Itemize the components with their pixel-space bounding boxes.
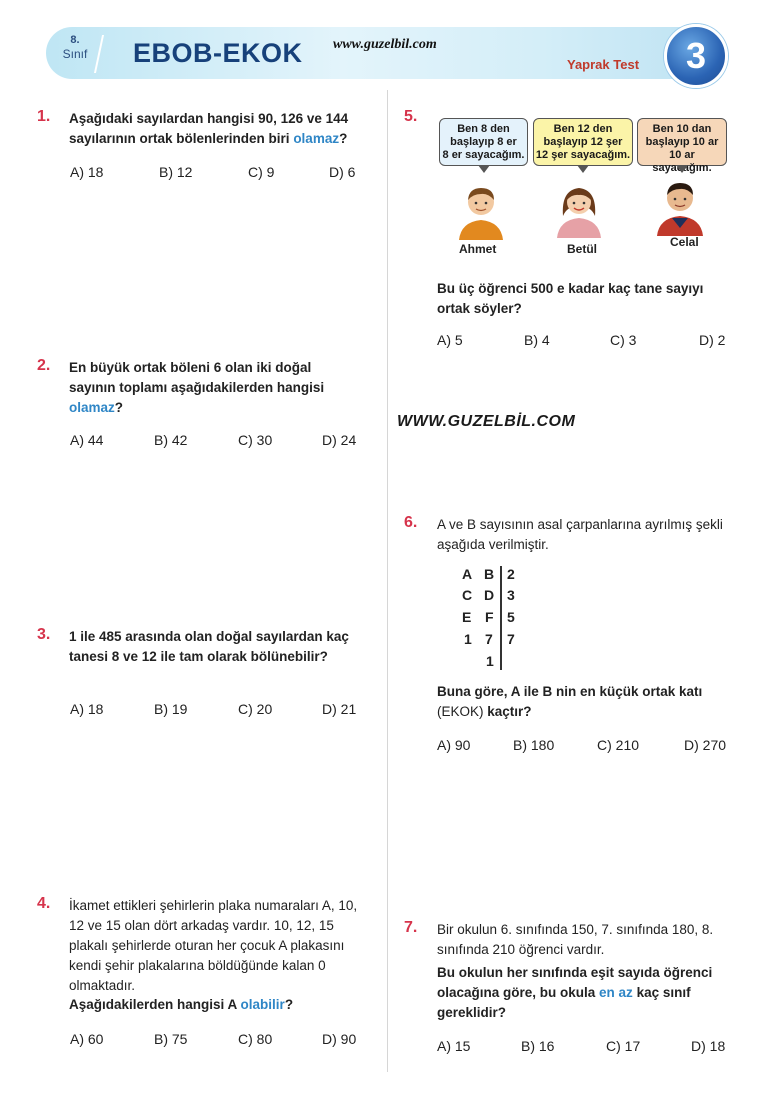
- option-b[interactable]: B) 12: [159, 164, 193, 180]
- option-b[interactable]: B) 4: [524, 332, 550, 348]
- question-7-intro: Bir okulun 6. sınıfında 150, 7. sınıfında 180, 8. sınıfında 210 öğrenci vardır.: [437, 922, 714, 957]
- question-1-mark: ?: [339, 131, 348, 146]
- option-b[interactable]: B) 75: [154, 1031, 188, 1047]
- factor-middle: D: [484, 587, 495, 603]
- question-7-highlight: en az: [599, 985, 633, 1000]
- question-6-mark: kaçtır?: [483, 704, 532, 719]
- option-c[interactable]: C) 210: [597, 737, 640, 753]
- question-2-stem: En büyük ortak böleni 6 olan iki doğal sayının toplamı aşağıdakilerden hangisi: [69, 360, 325, 395]
- question-5-number: 5.: [404, 108, 418, 125]
- speech-line: başlayıp 10 ar: [645, 136, 719, 148]
- question-4-highlight: olabilir: [240, 997, 285, 1012]
- question-7-number: 7.: [404, 919, 418, 936]
- question-7-stem: Bu okulun her sınıfında eşit sayıda öğrenci olacağına göre, bu okula: [437, 965, 713, 1000]
- option-d[interactable]: D) 18: [691, 1038, 726, 1054]
- option-b[interactable]: B) 19: [154, 701, 188, 717]
- question-6-intro: A ve B sayısının asal çarpanlarına ayrılmış şekli aşağıda verilmiştir.: [437, 517, 723, 552]
- grade-number: 8.: [70, 34, 80, 46]
- speech-bubble-ahmet: [439, 118, 528, 166]
- speech-line: başlayıp 12 şer: [543, 136, 623, 148]
- question-4-number: 4.: [37, 895, 51, 912]
- question-1-stem: Aşağıdaki sayılardan hangisi 90, 126 ve 144 sayılarının ortak bölenlerinden biri: [69, 111, 349, 146]
- factor-left: A: [462, 566, 473, 582]
- factor-right: 2: [507, 566, 515, 582]
- girl-betul-icon: [553, 182, 605, 238]
- question-6-number: 6.: [404, 514, 418, 531]
- option-c[interactable]: C) 17: [606, 1038, 641, 1054]
- test-number-badge: 3: [664, 24, 728, 88]
- name-betul: Betül: [567, 242, 597, 256]
- name-celal: Celal: [670, 235, 699, 249]
- question-1-number: 1.: [37, 108, 51, 125]
- watermark-text: WWW.GUZELBİL.COM: [397, 413, 576, 430]
- question-6-ekok: (EKOK): [437, 704, 484, 719]
- option-d[interactable]: D) 21: [322, 701, 357, 717]
- question-3-text: 1 ile 485 arasında olan doğal sayılardan kaç tanesi 8 ve 12 ile tam olarak bölünebilir?: [69, 629, 349, 664]
- option-d[interactable]: D) 24: [322, 432, 357, 448]
- factor-left: 1: [464, 631, 472, 647]
- question-4-mark: ?: [284, 997, 294, 1012]
- question-6-options: [437, 737, 729, 757]
- speech-line: Ben 12 den: [553, 123, 613, 135]
- column-divider: [387, 90, 388, 1072]
- option-d[interactable]: D) 90: [322, 1031, 357, 1047]
- boy-ahmet-icon: [455, 182, 507, 240]
- option-c[interactable]: C) 30: [238, 432, 273, 448]
- question-2-mark: ?: [114, 400, 124, 415]
- question-3-number: 3.: [37, 626, 51, 643]
- question-5-options: [437, 332, 729, 352]
- speech-bubble-betul: [533, 118, 633, 166]
- option-a[interactable]: A) 90: [437, 737, 471, 753]
- name-ahmet: Ahmet: [459, 242, 497, 256]
- option-c[interactable]: C) 20: [238, 701, 273, 717]
- speech-line: Ben 10 dan: [652, 123, 712, 135]
- option-d[interactable]: D) 6: [329, 164, 356, 180]
- question-2-number: 2.: [37, 357, 51, 374]
- option-b[interactable]: B) 42: [154, 432, 188, 448]
- page-title: EBOB-EKOK: [133, 38, 303, 68]
- factor-middle: 1: [486, 653, 494, 669]
- option-a[interactable]: A) 18: [70, 701, 104, 717]
- question-2-highlight: olamaz: [69, 400, 115, 415]
- speech-line: 12 şer sayacağım.: [535, 149, 631, 161]
- question-4-options: [70, 1031, 365, 1051]
- option-b[interactable]: B) 16: [521, 1038, 555, 1054]
- factor-left: E: [462, 609, 472, 625]
- option-c[interactable]: C) 3: [610, 332, 637, 348]
- question-1-options: [70, 164, 365, 184]
- question-7-mark: kaç sınıf gereklidir?: [437, 985, 691, 1020]
- question-4-question: [69, 995, 363, 1015]
- option-d[interactable]: D) 2: [699, 332, 726, 348]
- option-a[interactable]: A) 60: [70, 1031, 104, 1047]
- question-1-highlight: olamaz: [293, 131, 340, 146]
- question-7-options: [437, 1038, 729, 1058]
- factor-right: 3: [507, 587, 515, 603]
- question-6-question: [437, 682, 732, 722]
- speech-line: 8 er sayacağım.: [442, 149, 525, 161]
- question-7-question: [437, 963, 731, 1023]
- question-4-intro: İkamet ettikleri şehirlerin plaka numaraları A, 10, 12 ve 15 olan dört arkadaş vardır. 10, 12, 15 plakalı şehirlerde oturan her çocuk A plakasını kendi şehir plakalarına böldüğünde kalan 0 olmaktadır.: [69, 898, 358, 993]
- factor-left: C: [462, 587, 473, 603]
- question-2-text: [69, 358, 361, 418]
- question-3-options: [70, 701, 365, 721]
- option-a[interactable]: A) 5: [437, 332, 463, 348]
- question-1-text: [69, 109, 364, 149]
- factor-middle: F: [485, 609, 494, 625]
- site-url: www.guzelbil.com: [333, 37, 437, 52]
- grade-label: [50, 33, 100, 61]
- question-2-options: [70, 432, 365, 452]
- option-a[interactable]: A) 15: [437, 1038, 471, 1054]
- speech-line: Ben 8 den: [457, 123, 510, 135]
- test-type-label: Yaprak Test: [567, 57, 640, 72]
- speech-line: başlayıp 8 er: [450, 136, 517, 148]
- option-d[interactable]: D) 270: [684, 737, 727, 753]
- option-b[interactable]: B) 180: [513, 737, 555, 753]
- question-5-text: Bu üç öğrenci 500 e kadar kaç tane sayıyı ortak söyler?: [437, 281, 704, 316]
- factor-divider-line: [500, 566, 502, 670]
- boy-celal-icon: [653, 178, 707, 236]
- speech-bubble-celal: [637, 118, 727, 174]
- grade-word: Sınıf: [62, 47, 88, 61]
- option-c[interactable]: C) 80: [238, 1031, 273, 1047]
- option-a[interactable]: A) 18: [70, 164, 104, 180]
- factor-right: 7: [507, 631, 515, 647]
- option-c[interactable]: C) 9: [248, 164, 275, 180]
- speech-line: 10 ar sayacağım.: [652, 149, 712, 174]
- factor-middle: 7: [485, 631, 493, 647]
- option-a[interactable]: A) 44: [70, 432, 104, 448]
- factor-middle: B: [484, 566, 495, 582]
- question-4-stem: Aşağıdakilerden hangisi A: [69, 997, 241, 1012]
- factor-right: 5: [507, 609, 515, 625]
- question-6-stem: Buna göre, A ile B nin en küçük ortak katı: [437, 684, 703, 699]
